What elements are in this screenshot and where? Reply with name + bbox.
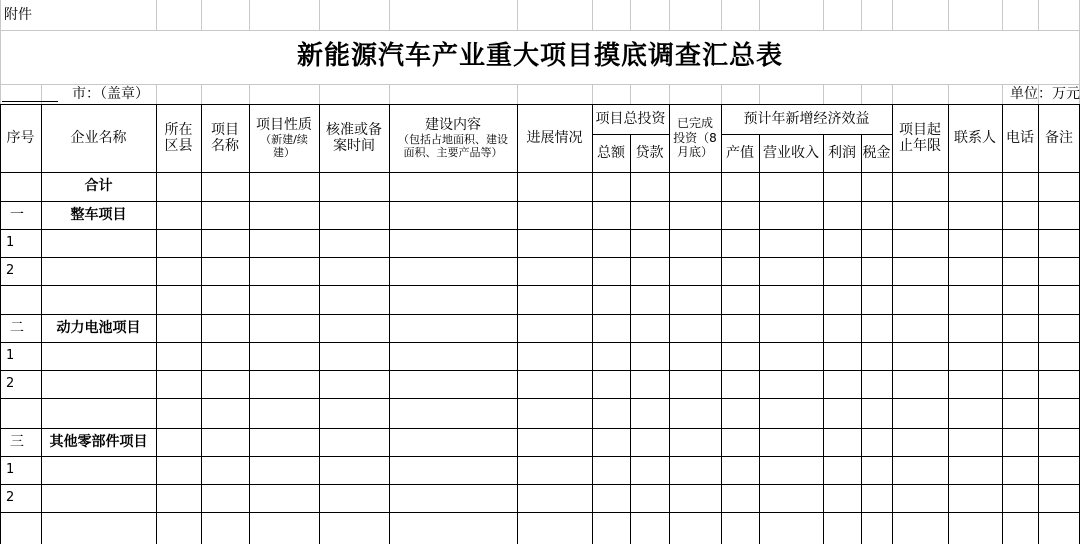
header-loan: 贷款: [635, 144, 664, 161]
header-approval-time: 核准或备案时间: [326, 121, 382, 154]
section-number: 一: [10, 206, 24, 223]
row-number: 1: [6, 234, 15, 250]
header-completed-investment: 已完成投资（8月底）: [673, 116, 717, 160]
header-district: 所在区县: [164, 121, 193, 154]
section-name-battery: 动力电池项目: [56, 319, 141, 336]
total-row-label: 合计: [84, 178, 113, 195]
header-progress: 进展情况: [526, 129, 583, 146]
section-number: 三: [10, 433, 24, 450]
row-number: 2: [6, 262, 15, 278]
header-seq: 序号: [6, 129, 35, 146]
header-company: 企业名称: [70, 129, 127, 146]
header-content-sub: （包括占地面积、建设面积、主要产品等）: [398, 132, 508, 160]
row-number: 1: [6, 347, 15, 363]
header-remark: 备注: [1045, 129, 1073, 146]
unit-label: 单位：万元: [1010, 85, 1080, 102]
header-revenue: 营业收入: [763, 144, 819, 161]
header-total-amount: 总额: [597, 144, 625, 161]
header-content-main: 建设内容: [425, 116, 481, 133]
section-number: 二: [10, 319, 24, 336]
header-total-investment: 项目总投资: [595, 110, 666, 127]
header-nature-sub: （新建/续建）: [260, 132, 308, 160]
header-nature-main: 项目性质: [256, 116, 312, 133]
header-contact: 联系人: [954, 129, 996, 146]
row-number: 2: [6, 375, 15, 391]
header-economic-benefit: 预计年新增经济效益: [743, 110, 870, 127]
header-phone: 电话: [1006, 129, 1034, 146]
header-profit: 利润: [828, 144, 856, 161]
header-period: 项目起止年限: [899, 121, 941, 154]
section-name-parts: 其他零部件项目: [49, 433, 148, 450]
section-name-vehicle: 整车项目: [70, 206, 127, 223]
header-output-value: 产值: [726, 144, 754, 161]
header-project-nature: [249, 104, 319, 172]
city-seal-line: 市：（盖章）: [72, 85, 149, 102]
row-number: 2: [6, 489, 15, 505]
attachment-label: 附件: [4, 6, 32, 23]
page-title: 新能源汽车产业重大项目摸底调查汇总表: [296, 41, 783, 72]
header-project-name: 项目名称: [211, 121, 239, 154]
header-tax: 税金: [862, 144, 891, 161]
row-number: 1: [6, 461, 15, 477]
header-construction-content: [389, 104, 517, 172]
